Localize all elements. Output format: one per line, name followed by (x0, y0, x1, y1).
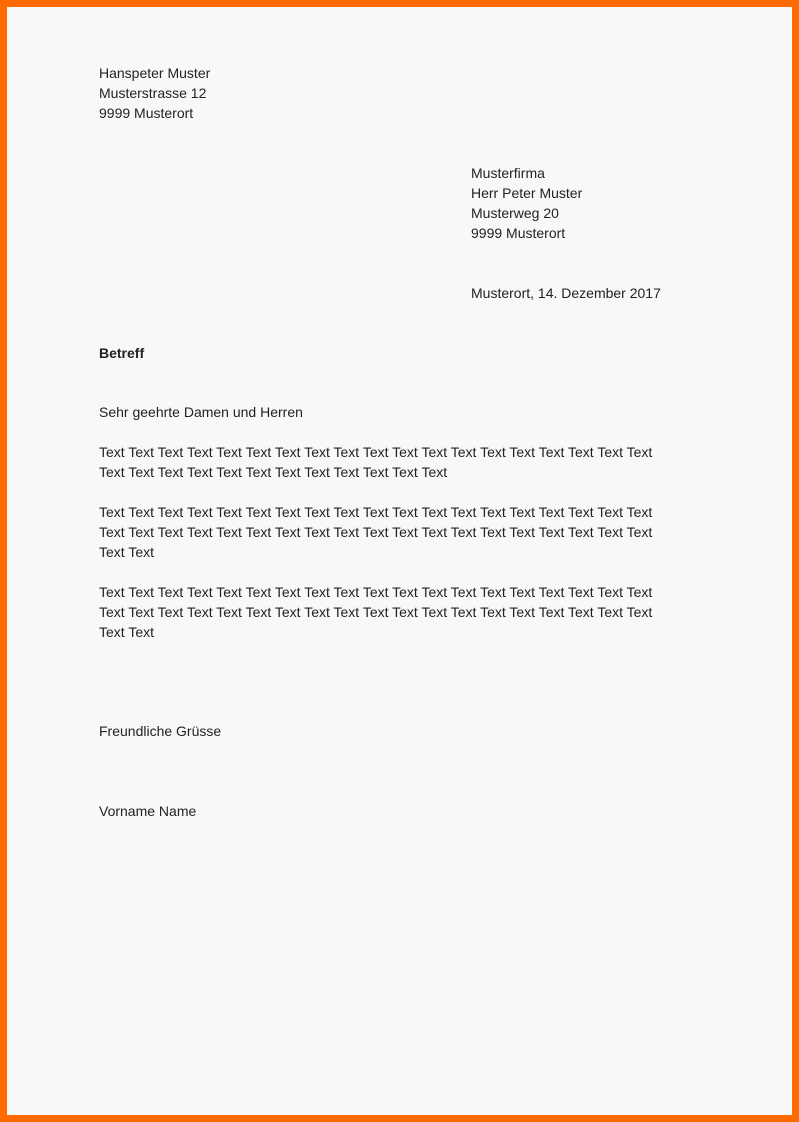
recipient-street: Musterweg 20 (471, 205, 559, 221)
body-paragraph-1 (99, 442, 711, 482)
closing: Freundliche Grüsse (99, 723, 222, 739)
letter-page (7, 7, 792, 1115)
sender-street: Musterstrasse 12 (99, 85, 207, 101)
recipient-city: 9999 Musterort (471, 225, 566, 241)
sender-name: Hanspeter Muster (99, 65, 211, 81)
recipient-company: Musterfirma (471, 165, 545, 181)
paragraph-line: Text Text Text Text Text Text Text Text Text Text Text Text (99, 464, 448, 480)
paragraph-line: Text Text Text Text Text Text Text Text Text Text Text Text Text Text Text Text Text Text Text (99, 504, 653, 520)
body-paragraph-3 (99, 582, 711, 642)
sender-city: 9999 Musterort (99, 105, 194, 121)
paragraph-line: Text Text Text Text Text Text Text Text Text Text Text Text Text Text Text Text Text Text Text (99, 584, 653, 600)
date-line: Musterort, 14. Dezember 2017 (471, 285, 661, 301)
recipient-person: Herr Peter Muster (471, 185, 583, 201)
paragraph-line: Text Text (99, 544, 154, 560)
salutation: Sehr geehrte Damen und Herren (99, 404, 303, 420)
signature-name: Vorname Name (99, 803, 197, 819)
body-paragraph-2 (99, 502, 711, 562)
paragraph-line: Text Text (99, 624, 154, 640)
paragraph-line: Text Text Text Text Text Text Text Text Text Text Text Text Text Text Text Text Text Text Text (99, 444, 653, 460)
paragraph-line: Text Text Text Text Text Text Text Text Text Text Text Text Text Text Text Text Text Text Text (99, 604, 653, 620)
subject-line: Betreff (99, 345, 145, 361)
paragraph-line: Text Text Text Text Text Text Text Text Text Text Text Text Text Text Text Text Text Text Text (99, 524, 653, 540)
